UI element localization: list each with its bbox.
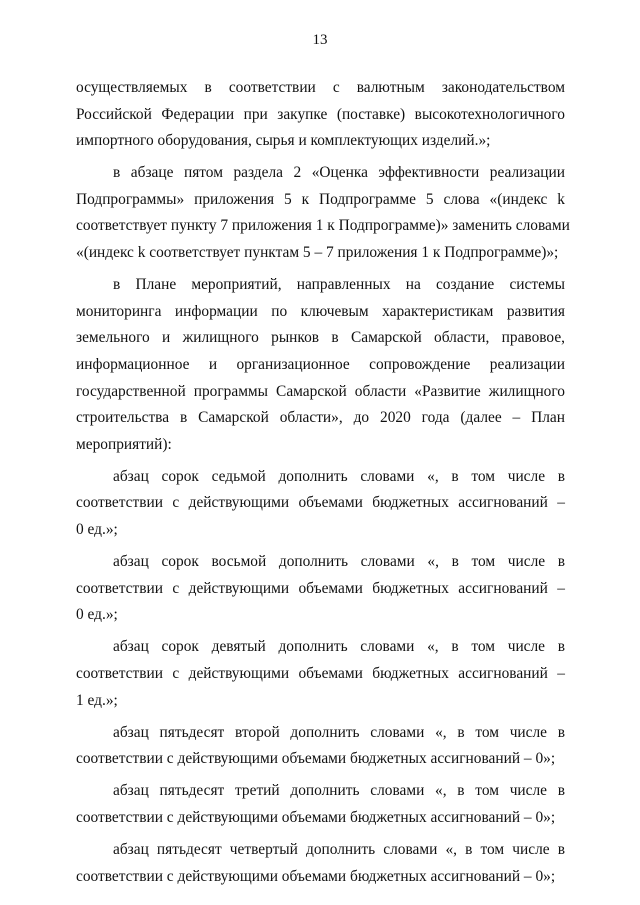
paragraph-line: абзац пятьдесят третий дополнить словами «, в том числе в [113, 782, 565, 800]
paragraph-line: соответствии с действующими объемами бюджетных ассигнований – 0»; [76, 750, 556, 768]
page-number: 13 [312, 32, 328, 48]
paragraph-line: информационное и организационное сопровождение реализации [76, 355, 565, 373]
paragraph-line: соответствии с действующими объемами бюджетных ассигнований – [76, 664, 565, 682]
paragraph [76, 464, 565, 544]
paragraph-line: мониторинга информации по ключевым характеристикам развития [76, 302, 565, 320]
paragraph-line: абзац сорок девятый дополнить словами «, в том числе в [113, 638, 565, 656]
paragraph-line: абзац пятьдесят второй дополнить словами «, в том числе в [113, 723, 565, 741]
paragraph-line: мероприятий): [76, 435, 172, 453]
paragraph [76, 720, 565, 773]
paragraph-line: осуществляемых в соответствии с валютным законодательством [76, 79, 565, 96]
paragraph [76, 778, 565, 831]
paragraph-line: соответствии с действующими объемами бюджетных ассигнований – [76, 494, 565, 512]
paragraph-line: 1 ед.»; [76, 691, 118, 709]
paragraph-line: 0 ед.»; [76, 606, 118, 624]
paragraph [76, 160, 570, 266]
paragraph-line: соответствии с действующими объемами бюджетных ассигнований – [76, 579, 565, 597]
paragraph [76, 634, 565, 714]
paragraph-line: соответствии с действующими объемами бюджетных ассигнований – 0»; [76, 867, 556, 885]
paragraph-line: абзац сорок седьмой дополнить словами «, в том числе в [113, 467, 565, 485]
paragraph-line: в абзаце пятом раздела 2 «Оценка эффективности реализации [113, 164, 565, 182]
paragraph-line: абзац пятьдесят четвертый дополнить словами «, в том числе в [113, 841, 565, 859]
paragraph-line: соответствии с действующими объемами бюджетных ассигнований – 0»; [76, 808, 556, 826]
paragraph-line: строительства в Самарской области», до 2020 года (далее – План [76, 409, 565, 427]
paragraph [76, 272, 565, 458]
paragraph [76, 837, 565, 890]
paragraph-line: земельного и жилищного рынков в Самарской области, правовое, [76, 329, 565, 347]
paragraph-line: «(индекс k соответствует пунктам 5 – 7 приложения 1 к Подпрограмме)»; [76, 244, 559, 262]
paragraph-line: импортного оборудования, сырья и комплектующих изделий.»; [76, 132, 491, 150]
document-body [76, 75, 570, 890]
paragraph [76, 75, 565, 155]
paragraph-line: Российской Федерации при закупке (поставке) высокотехнологичного [76, 105, 565, 123]
paragraph-line: абзац сорок восьмой дополнить словами «, в том числе в [113, 553, 565, 571]
paragraph-line: государственной программы Самарской области «Развитие жилищного [76, 382, 565, 400]
paragraph-line: 0 ед.»; [76, 521, 118, 538]
paragraph-line: в Плане мероприятий, направленных на создание системы [113, 276, 565, 294]
paragraph-line: соответствует пункту 7 приложения 1 к Подпрограмме)» заменить словами [76, 217, 570, 235]
paragraph [76, 549, 565, 629]
paragraph-line: Подпрограммы» приложения 5 к Подпрограмме 5 слова «(индекс k [76, 190, 565, 208]
